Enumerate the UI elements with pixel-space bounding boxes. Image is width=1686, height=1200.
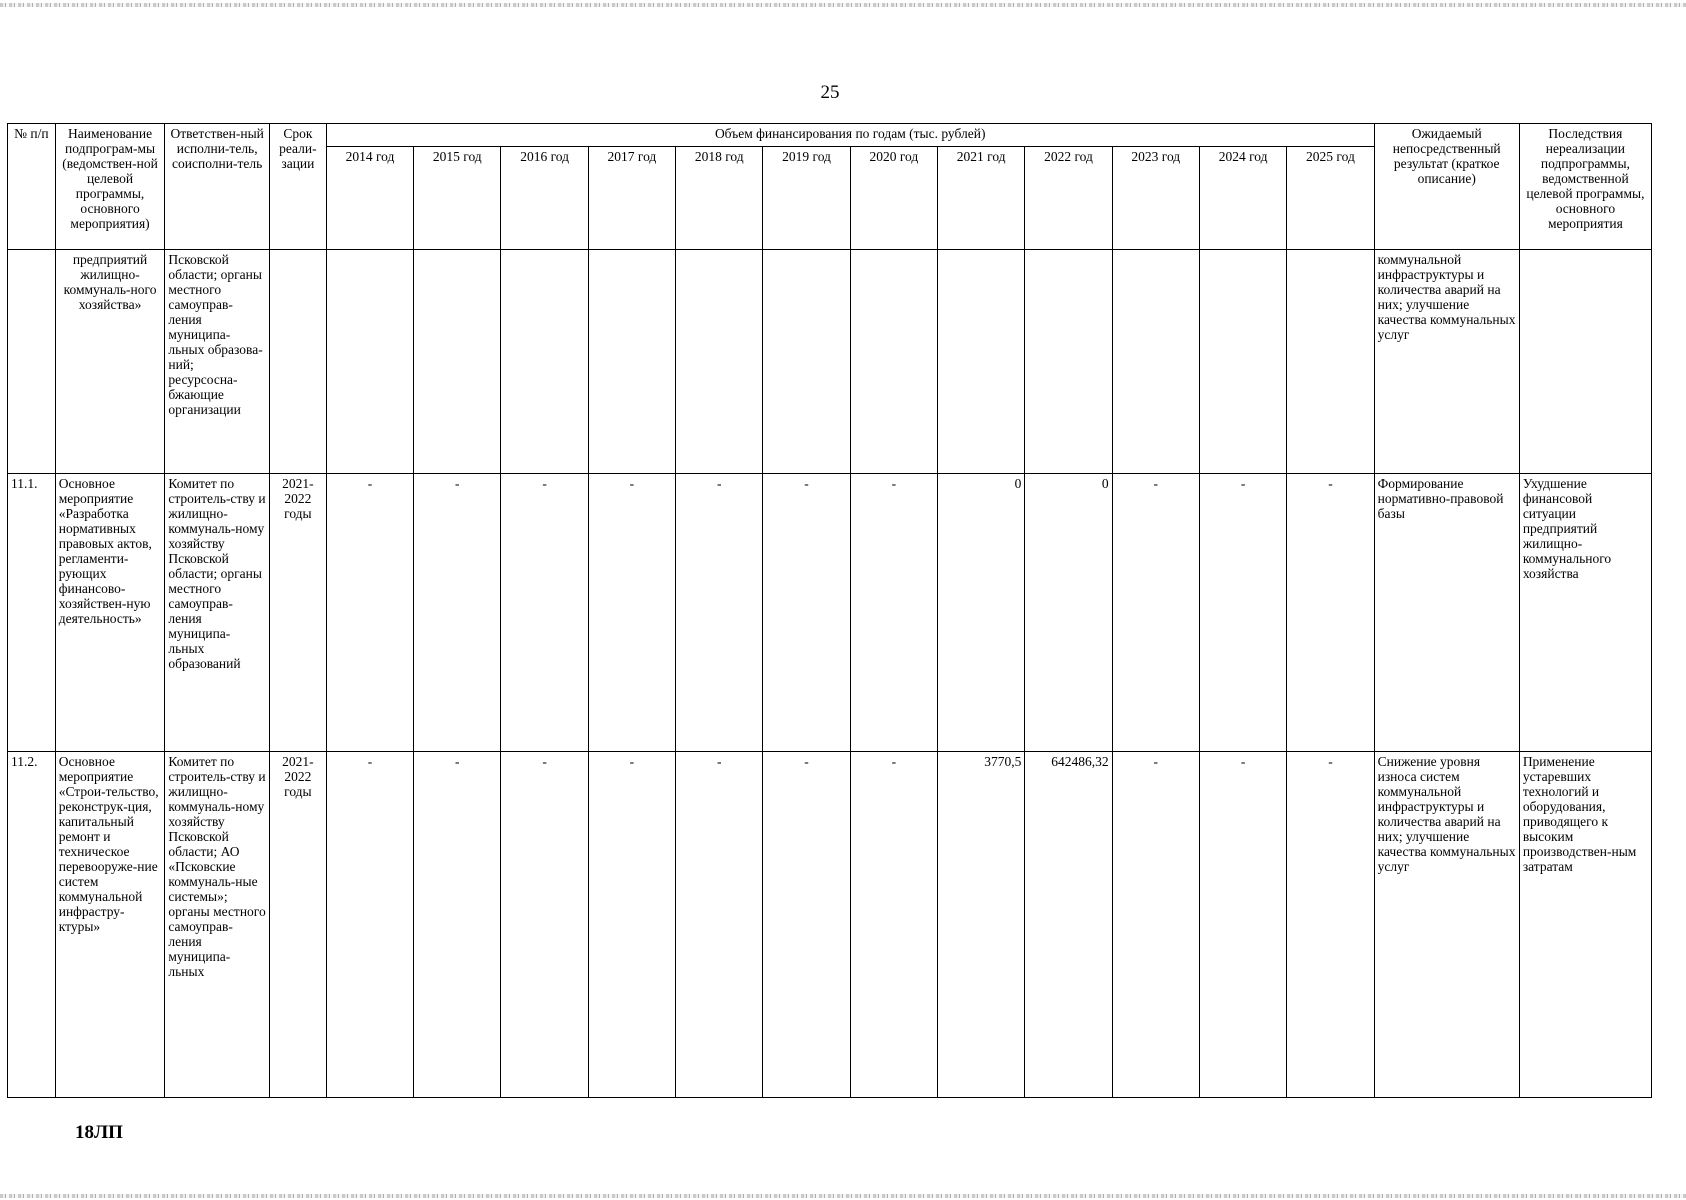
table-header-row xyxy=(8,124,1652,147)
cell-value: 642486,32 xyxy=(1025,752,1112,1098)
header-expected: Ожидаемый непосредственный результат (краткое описание) xyxy=(1374,124,1519,250)
cell-value: - xyxy=(414,473,501,752)
cell-value xyxy=(1025,250,1112,474)
cell-period: 2021-2022 годы xyxy=(269,473,326,752)
header-year: 2014 год xyxy=(326,147,413,250)
footer-code: 18ЛП xyxy=(75,1122,123,1143)
cell-value: - xyxy=(676,473,763,752)
cell-name: Основное мероприятие «Строи-тельство, реконструк-ция, капитальный ремонт и техническое перевооруже-ние систем коммунальной инфрастру-ктуры» xyxy=(55,752,165,1098)
cell-value: - xyxy=(850,752,937,1098)
header-year: 2025 год xyxy=(1287,147,1374,250)
funding-table xyxy=(7,123,1652,1098)
cell-value xyxy=(414,250,501,474)
cell-responsible: Комитет по строитель-ству и жилищно-коммуналь-ному хозяйству Псковской области; АО «Псковские коммуналь-ные системы»; органы местного самоуправ-ления муниципа-льных xyxy=(165,752,270,1098)
header-year: 2020 год xyxy=(850,147,937,250)
cell-period: 2021-2022 годы xyxy=(269,752,326,1098)
cell-num: 11.2. xyxy=(8,752,56,1098)
cell-value xyxy=(501,250,588,474)
cell-value xyxy=(676,250,763,474)
cell-expected: коммунальной инфраструктуры и количества аварий на них; улучшение качества коммунальных услуг xyxy=(1374,250,1519,474)
cell-value: - xyxy=(850,473,937,752)
cell-period xyxy=(269,250,326,474)
cell-value xyxy=(850,250,937,474)
header-year: 2016 год xyxy=(501,147,588,250)
header-year: 2022 год xyxy=(1025,147,1112,250)
header-year: 2018 год xyxy=(676,147,763,250)
cell-value: - xyxy=(1112,752,1199,1098)
cell-value: 0 xyxy=(1025,473,1112,752)
cell-value: - xyxy=(326,473,413,752)
header-year: 2024 год xyxy=(1199,147,1286,250)
scan-edge-bottom xyxy=(0,1194,1686,1198)
cell-value: 0 xyxy=(938,473,1025,752)
cell-value xyxy=(938,250,1025,474)
cell-value: - xyxy=(763,473,850,752)
cell-consequences: Ухудшение финансовой ситуации предприятий жилищно-коммунального хозяйства xyxy=(1519,473,1651,752)
header-num: № п/п xyxy=(8,124,56,250)
cell-value: - xyxy=(414,752,501,1098)
cell-value: - xyxy=(326,752,413,1098)
cell-name: Основное мероприятие «Разработка нормативных правовых актов, регламенти-рующих финансово-хозяйствен-ную деятельность» xyxy=(55,473,165,752)
header-consequences: Последствия нереализации подпрограммы, ведомственной целевой программы, основного мероприятия xyxy=(1519,124,1651,250)
table-row xyxy=(8,250,1652,474)
cell-value xyxy=(1199,250,1286,474)
cell-expected: Формирование нормативно-правовой базы xyxy=(1374,473,1519,752)
cell-value xyxy=(326,250,413,474)
cell-value: - xyxy=(1199,473,1286,752)
cell-value xyxy=(763,250,850,474)
cell-value: - xyxy=(1287,752,1374,1098)
cell-consequences xyxy=(1519,250,1651,474)
page-number: 25 xyxy=(820,82,840,103)
cell-name: предприятий жилищно-коммуналь-ного хозяйства» xyxy=(55,250,165,474)
cell-value: - xyxy=(588,473,675,752)
cell-value xyxy=(588,250,675,474)
cell-value: - xyxy=(1112,473,1199,752)
cell-value: - xyxy=(676,752,763,1098)
header-name: Наименование подпрограм-мы (ведомствен-ной целевой программы, основного мероприятия) xyxy=(55,124,165,250)
cell-consequences: Применение устаревших технологий и оборудования, приводящего к высоким производствен-ным затратам xyxy=(1519,752,1651,1098)
cell-value: - xyxy=(501,752,588,1098)
header-year: 2015 год xyxy=(414,147,501,250)
cell-responsible: Псковской области; органы местного самоуправ-ления муниципа-льных образова-ний; ресурсосна-бжающие организации xyxy=(165,250,270,474)
cell-value xyxy=(1287,250,1374,474)
cell-value xyxy=(1112,250,1199,474)
header-year: 2023 год xyxy=(1112,147,1199,250)
header-responsible: Ответствен-ный исполни-тель, соисполни-тель xyxy=(165,124,270,250)
cell-num xyxy=(8,250,56,474)
header-year: 2021 год xyxy=(938,147,1025,250)
scan-edge-top xyxy=(0,3,1686,7)
header-year: 2019 год xyxy=(763,147,850,250)
cell-expected: Снижение уровня износа систем коммунальной инфраструктуры и количества аварий на них; улучшение качества коммунальных услуг xyxy=(1374,752,1519,1098)
header-funding: Объем финансирования по годам (тыс. рублей) xyxy=(326,124,1374,147)
cell-value: - xyxy=(501,473,588,752)
cell-value: - xyxy=(1287,473,1374,752)
cell-value: - xyxy=(763,752,850,1098)
cell-value: - xyxy=(1199,752,1286,1098)
header-year: 2017 год xyxy=(588,147,675,250)
table-row xyxy=(8,473,1652,752)
cell-value: - xyxy=(588,752,675,1098)
cell-num: 11.1. xyxy=(8,473,56,752)
table-row xyxy=(8,752,1652,1098)
cell-responsible: Комитет по строитель-ству и жилищно-коммуналь-ному хозяйству Псковской области; органы местного самоуправ-ления муниципа-льных образований xyxy=(165,473,270,752)
cell-value: 3770,5 xyxy=(938,752,1025,1098)
header-period: Срок реали-зации xyxy=(269,124,326,250)
